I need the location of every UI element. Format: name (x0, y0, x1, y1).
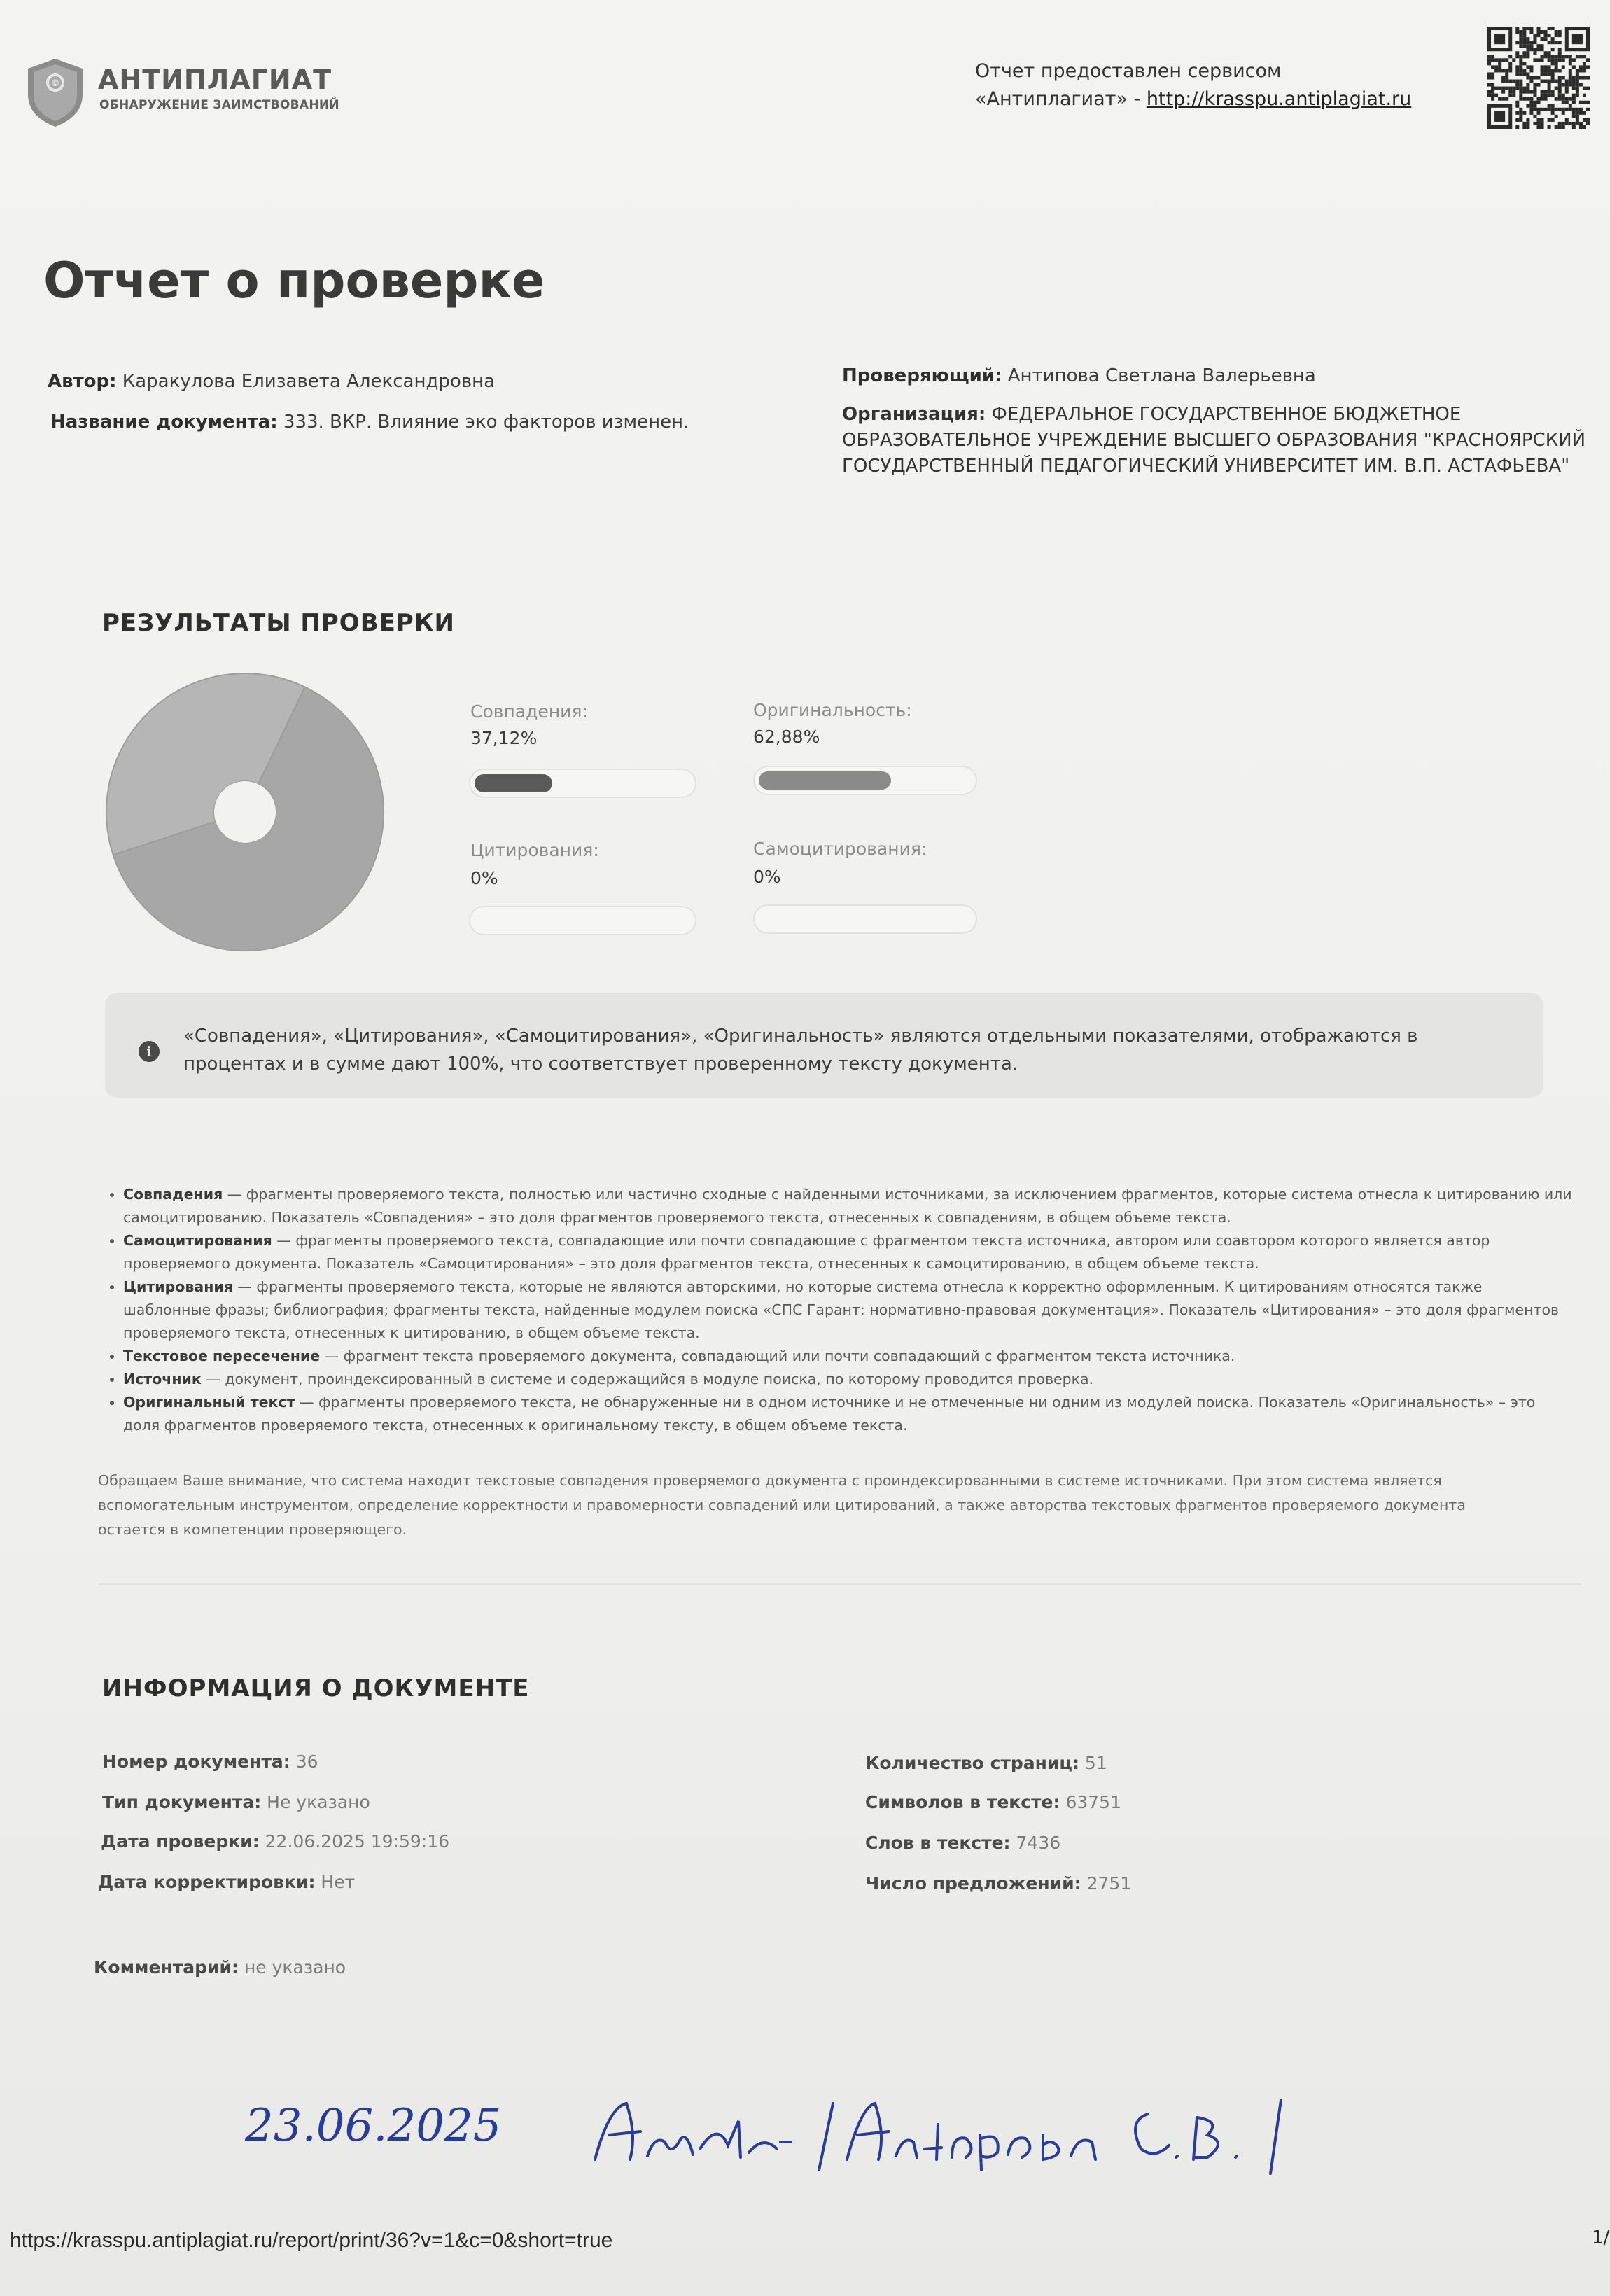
definition-text: — фрагменты проверяемого текста, которые не являются авторскими, но которые система отнесла к корректно оформленным. К цитированиям относятся также шаблонные фразы; библиография; фрагменты текста, найденные модулем поиска «СПС Гарант: нормативно-правовая документация». Показатель «Цитирования» – это доля фрагментов проверяемого текста, отнесенных к цитированию, в общем объеме текста. (123, 1278, 1560, 1341)
results-donut-chart (105, 672, 385, 952)
svg-text:©: © (50, 78, 60, 89)
provided-by-text: Отчет предоставлен сервисом (975, 60, 1282, 82)
definition-item (123, 1391, 1572, 1437)
originality-label: Оригинальность: (753, 700, 912, 720)
check-date-label: Дата проверки: (101, 1831, 260, 1851)
definitions-list (98, 1183, 1572, 1437)
page-count-value: 51 (1084, 1753, 1107, 1773)
definition-term: Совпадения (123, 1186, 223, 1203)
definition-term: Оригинальный текст (123, 1394, 295, 1410)
definition-text: — фрагменты проверяемого текста, совпадающие или почти совпадающие с фрагментом текста источника, автором или соавтором которого является автор проверяемого документа. Показатель «Самоцитирования» – это доля фрагментов текста, отнесенных к самоцитированию, в общем объеме текста. (123, 1232, 1490, 1272)
citations-value: 0% (470, 868, 498, 888)
originality-value: 62,88% (753, 727, 820, 747)
provided-by-line (975, 88, 1411, 110)
page-count-field (865, 1753, 1107, 1773)
correction-date-field (98, 1872, 355, 1892)
document-name-value: 333. ВКР. Влияние эко факторов изменен. (283, 412, 690, 433)
donut-hole (214, 781, 276, 843)
brand-subtitle: ОБНАРУЖЕНИЕ ЗАИМСТВОВАНИЙ (99, 98, 340, 112)
definition-item (123, 1229, 1572, 1275)
definition-text: — документ, проиндексированный в системе и содержащийся в модуле поиска, по которому проводится проверка. (201, 1371, 1094, 1387)
comment-field (94, 1957, 346, 1977)
document-name-label: Название документа: (50, 412, 278, 433)
sentence-count-label: Число предложений: (865, 1873, 1082, 1893)
self-citations-value: 0% (753, 867, 781, 887)
footer-url[interactable]: https://krasspu.antiplagiat.ru/report/print/36?v=1&c=0&short=true (10, 2229, 613, 2252)
document-number-value: 36 (295, 1751, 318, 1772)
definition-term: Источник (123, 1371, 202, 1387)
document-type-field (102, 1792, 370, 1812)
document-number-label: Номер документа: (102, 1751, 290, 1772)
definition-item (123, 1183, 1572, 1229)
author-label: Автор: (48, 371, 117, 392)
organization-label: Организация: (842, 404, 986, 425)
comment-value: не указано (244, 1957, 346, 1977)
page-count-label: Количество страниц: (865, 1753, 1079, 1773)
results-title: РЕЗУЛЬТАТЫ ПРОВЕРКИ (102, 609, 456, 637)
brand-name: АНТИПЛАГИАТ (98, 64, 332, 95)
provided-by-service: «Антиплагиат» - (975, 88, 1147, 110)
definition-item (123, 1345, 1572, 1368)
self-citations-label: Самоцитирования: (753, 839, 927, 859)
correction-date-value: Нет (321, 1872, 356, 1892)
reviewer-value: Антипова Светлана Валерьевна (1007, 365, 1316, 386)
antiplagiat-logo-icon (24, 56, 87, 130)
matches-bar (469, 769, 696, 798)
definition-text: — фрагмент текста проверяемого документа, совпадающий или почти совпадающий с фрагментом текста источника. (320, 1348, 1236, 1364)
document-number-field (102, 1751, 318, 1772)
word-count-label: Слов в тексте: (865, 1833, 1011, 1853)
definition-term: Текстовое пересечение (123, 1348, 321, 1364)
definition-item (123, 1275, 1572, 1345)
handwritten-signature (588, 2093, 1309, 2177)
document-name-field (50, 412, 689, 433)
matches-value: 37,12% (470, 728, 538, 748)
author-field (48, 371, 495, 392)
info-text: «Совпадения», «Цитирования», «Самоцитирования», «Оригинальность» являются отдельными показателями, отображаются в процентах и в сумме дают 100%, что соответствует проверенному тексту документа. (183, 1026, 1418, 1074)
self-citations-bar (753, 904, 977, 934)
organization-value: ФЕДЕРАЛЬНОЕ ГОСУДАРСТВЕННОЕ БЮДЖЕТНОЕ ОБРАЗОВАТЕЛЬНОЕ УЧРЕЖДЕНИЕ ВЫСШЕГО ОБРАЗОВАНИЯ "КРАСНОЯРСКИЙ ГОСУДАРСТВЕННЫЙ ПЕДАГОГИЧЕСКИЙ УНИВЕРСИТЕТ ИМ. В.П. АСТАФЬЕВА" (842, 404, 1586, 477)
definition-text: — фрагменты проверяемого текста, полностью или частично сходные с найденными источниками, за исключением фрагментов, которые система отнесла к цитированию или самоцитированию. Показатель «Совпадения» – это доля фрагментов проверяемого текста, отнесенных к совпадениям, в общем объеме текста. (123, 1186, 1572, 1226)
reviewer-field (842, 365, 1316, 386)
char-count-value: 63751 (1065, 1792, 1121, 1812)
qr-code-icon (1488, 27, 1590, 129)
matches-label: Совпадения: (470, 701, 588, 722)
matches-bar-fill (475, 774, 552, 792)
citations-bar (469, 906, 696, 935)
definition-term: Цитирования (123, 1278, 233, 1295)
sentence-count-value: 2751 (1086, 1873, 1132, 1893)
char-count-field (865, 1792, 1121, 1812)
word-count-value: 7436 (1016, 1833, 1061, 1853)
author-value: Каракулова Елизавета Александровна (122, 371, 496, 392)
sentence-count-field (865, 1873, 1131, 1893)
citations-label: Цитирования: (470, 840, 599, 860)
notice-text: Обращаем Ваше внимание, что система находит текстовые совпадения проверяемого документа с проиндексированными в системе источниками. При этом система является вспомогательным инструментом, определение корректности и правомерности совпадений или цитирований, а также авторства текстовых фрагментов проверяемого документа остается в компетенции проверяющего. (98, 1472, 1466, 1538)
word-count-field (865, 1833, 1060, 1853)
reviewer-label: Проверяющий: (842, 365, 1002, 386)
document-type-value: Не указано (267, 1792, 370, 1812)
check-date-field (101, 1831, 449, 1851)
definition-text: — фрагменты проверяемого текста, не обнаруженные ни в одном источнике и не отмеченные ни одним из модулей поиска. Показатель «Оригинальность» – это доля фрагментов проверяемого текста, отнесенных к оригинальному тексту, в общем объеме текста. (123, 1394, 1536, 1434)
definition-item (123, 1368, 1572, 1391)
document-info-title: ИНФОРМАЦИЯ О ДОКУМЕНТЕ (102, 1674, 530, 1702)
page-title: Отчет о проверке (43, 252, 545, 309)
document-type-label: Тип документа: (102, 1792, 262, 1812)
correction-date-label: Дата корректировки: (98, 1872, 316, 1892)
footer-page-number: 1/ (1592, 2227, 1610, 2248)
handwritten-date: 23.06.2025 (245, 2100, 502, 2152)
organization-field (842, 402, 1598, 479)
comment-label: Комментарий: (94, 1957, 239, 1977)
char-count-label: Символов в тексте: (865, 1792, 1060, 1812)
divider (98, 1583, 1582, 1585)
check-date-value: 22.06.2025 19:59:16 (265, 1831, 450, 1851)
service-link[interactable]: http://krasspu.antiplagiat.ru (1146, 88, 1412, 110)
originality-bar (753, 766, 977, 795)
info-icon: i (139, 1041, 160, 1062)
originality-bar-fill (759, 771, 891, 790)
definition-term: Самоцитирования (123, 1232, 272, 1249)
